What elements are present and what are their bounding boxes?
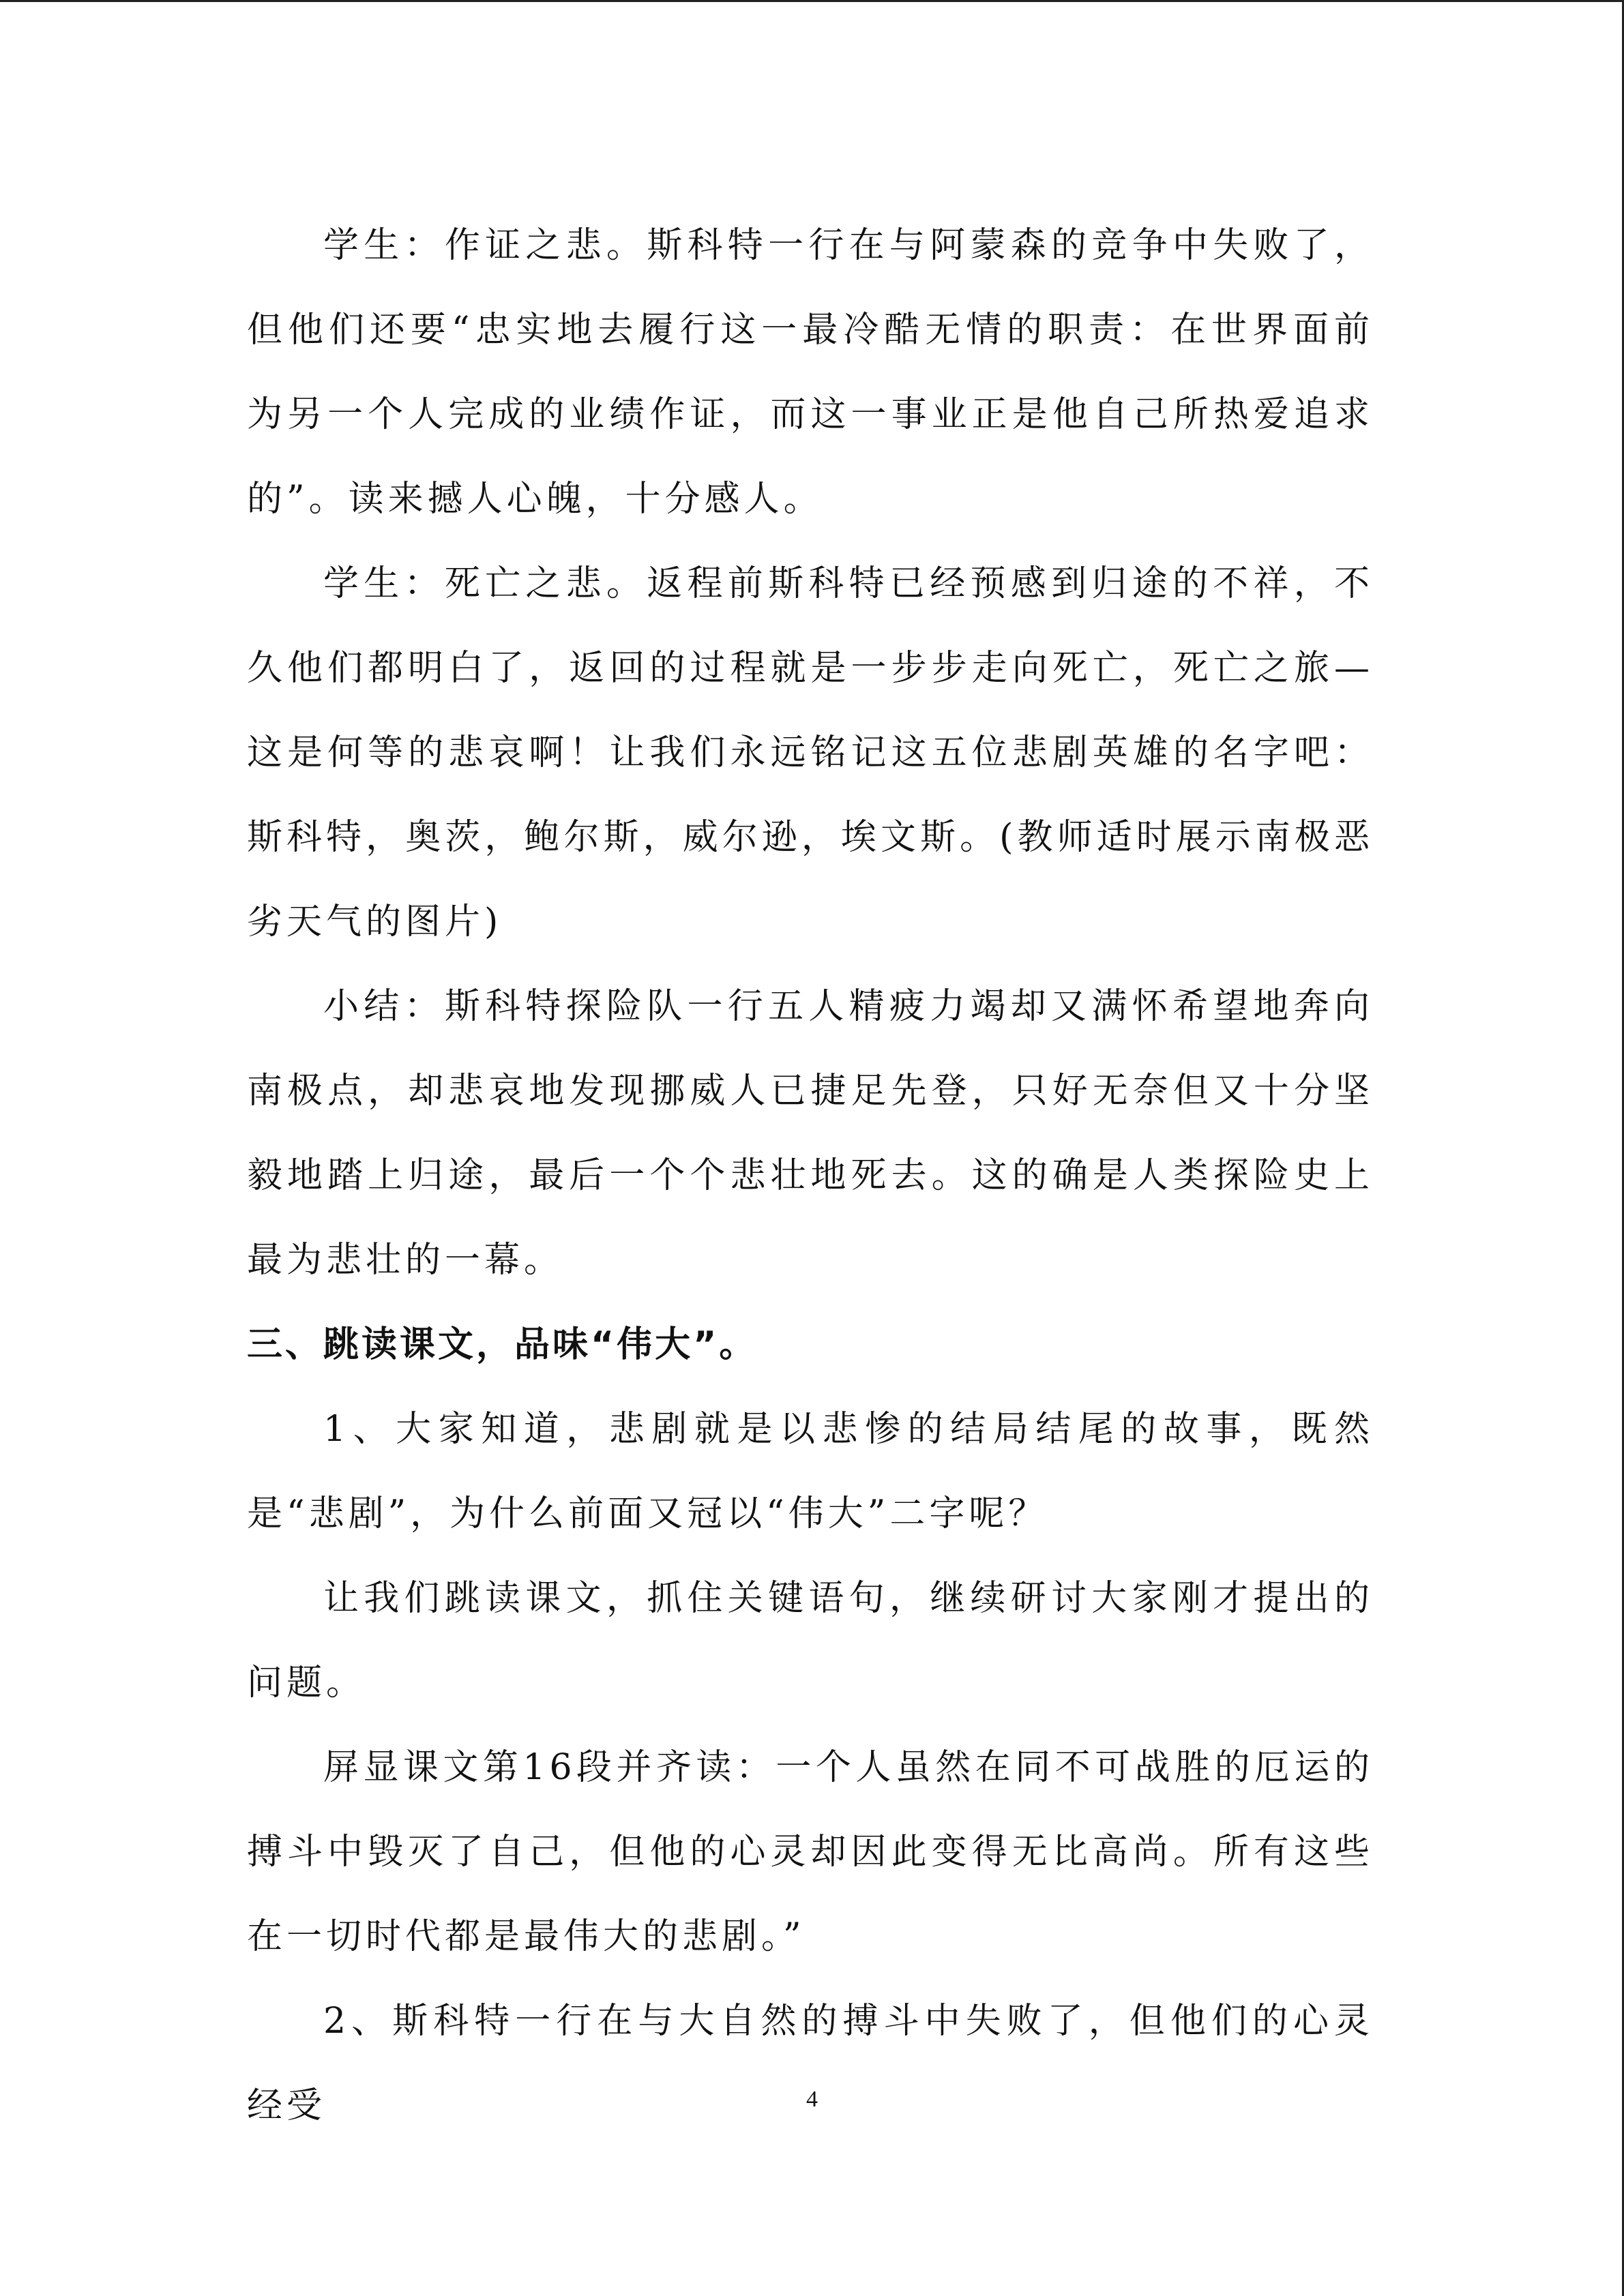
paragraph-witness-sorrow: 学生：作证之悲。斯科特一行在与阿蒙森的竞争中失败了，但他们还要“忠实地去履行这一最冷酷无情的职责：在世界面前为另一个人完成的业绩作证，而这一事业正是他自己所热爱追求的”。读来撼人心魄，十分感人。 [247, 225, 1374, 520]
page-border-top [0, 0, 1624, 2]
section-heading-3: 三、跳读课文，品味“伟大”。 [247, 1324, 758, 1365]
paragraph-summary: 小结：斯科特探险队一行五人精疲力竭却又满怀希望地奔向南极点，却悲哀地发现挪威人已捷足先登，只好无奈但又十分坚毅地踏上归途，最后一个个悲壮地死去。这的确是人类探险史上最为悲壮的一幕。 [247, 986, 1374, 1281]
page-number: 4 [806, 2087, 818, 2112]
paragraph-question-1: 1、大家知道，悲剧就是以悲惨的结局结尾的故事，既然是“悲剧”，为什么前面又冠以“伟大”二字呢？ [247, 1409, 1374, 1534]
paragraph-question-2: 2、斯科特一行在与大自然的搏斗中失败了，但他们的心灵经受 [247, 2001, 1374, 2126]
paragraph-skim-reading: 让我们跳读课文，抓住关键语句，继续研讨大家刚才提出的问题。 [247, 1578, 1374, 1703]
paragraph-screen-display: 屏显课文第16段并齐读：一个人虽然在同不可战胜的厄运的搏斗中毁灭了自己，但他的心灵却因此变得无比高尚。所有这些在一切时代都是最伟大的悲剧。” [247, 1747, 1374, 1957]
paragraph-death-sorrow: 学生：死亡之悲。返程前斯科特已经预感到归途的不祥，不久他们都明白了，返回的过程就是一步步走向死亡，死亡之旅—这是何等的悲哀啊！让我们永远铭记这五位悲剧英雄的名字吧：斯科特，奥茨，鲍尔斯，威尔逊，埃文斯。(教师适时展示南极恶劣天气的图片) [247, 563, 1374, 942]
document-body [247, 203, 1374, 2148]
